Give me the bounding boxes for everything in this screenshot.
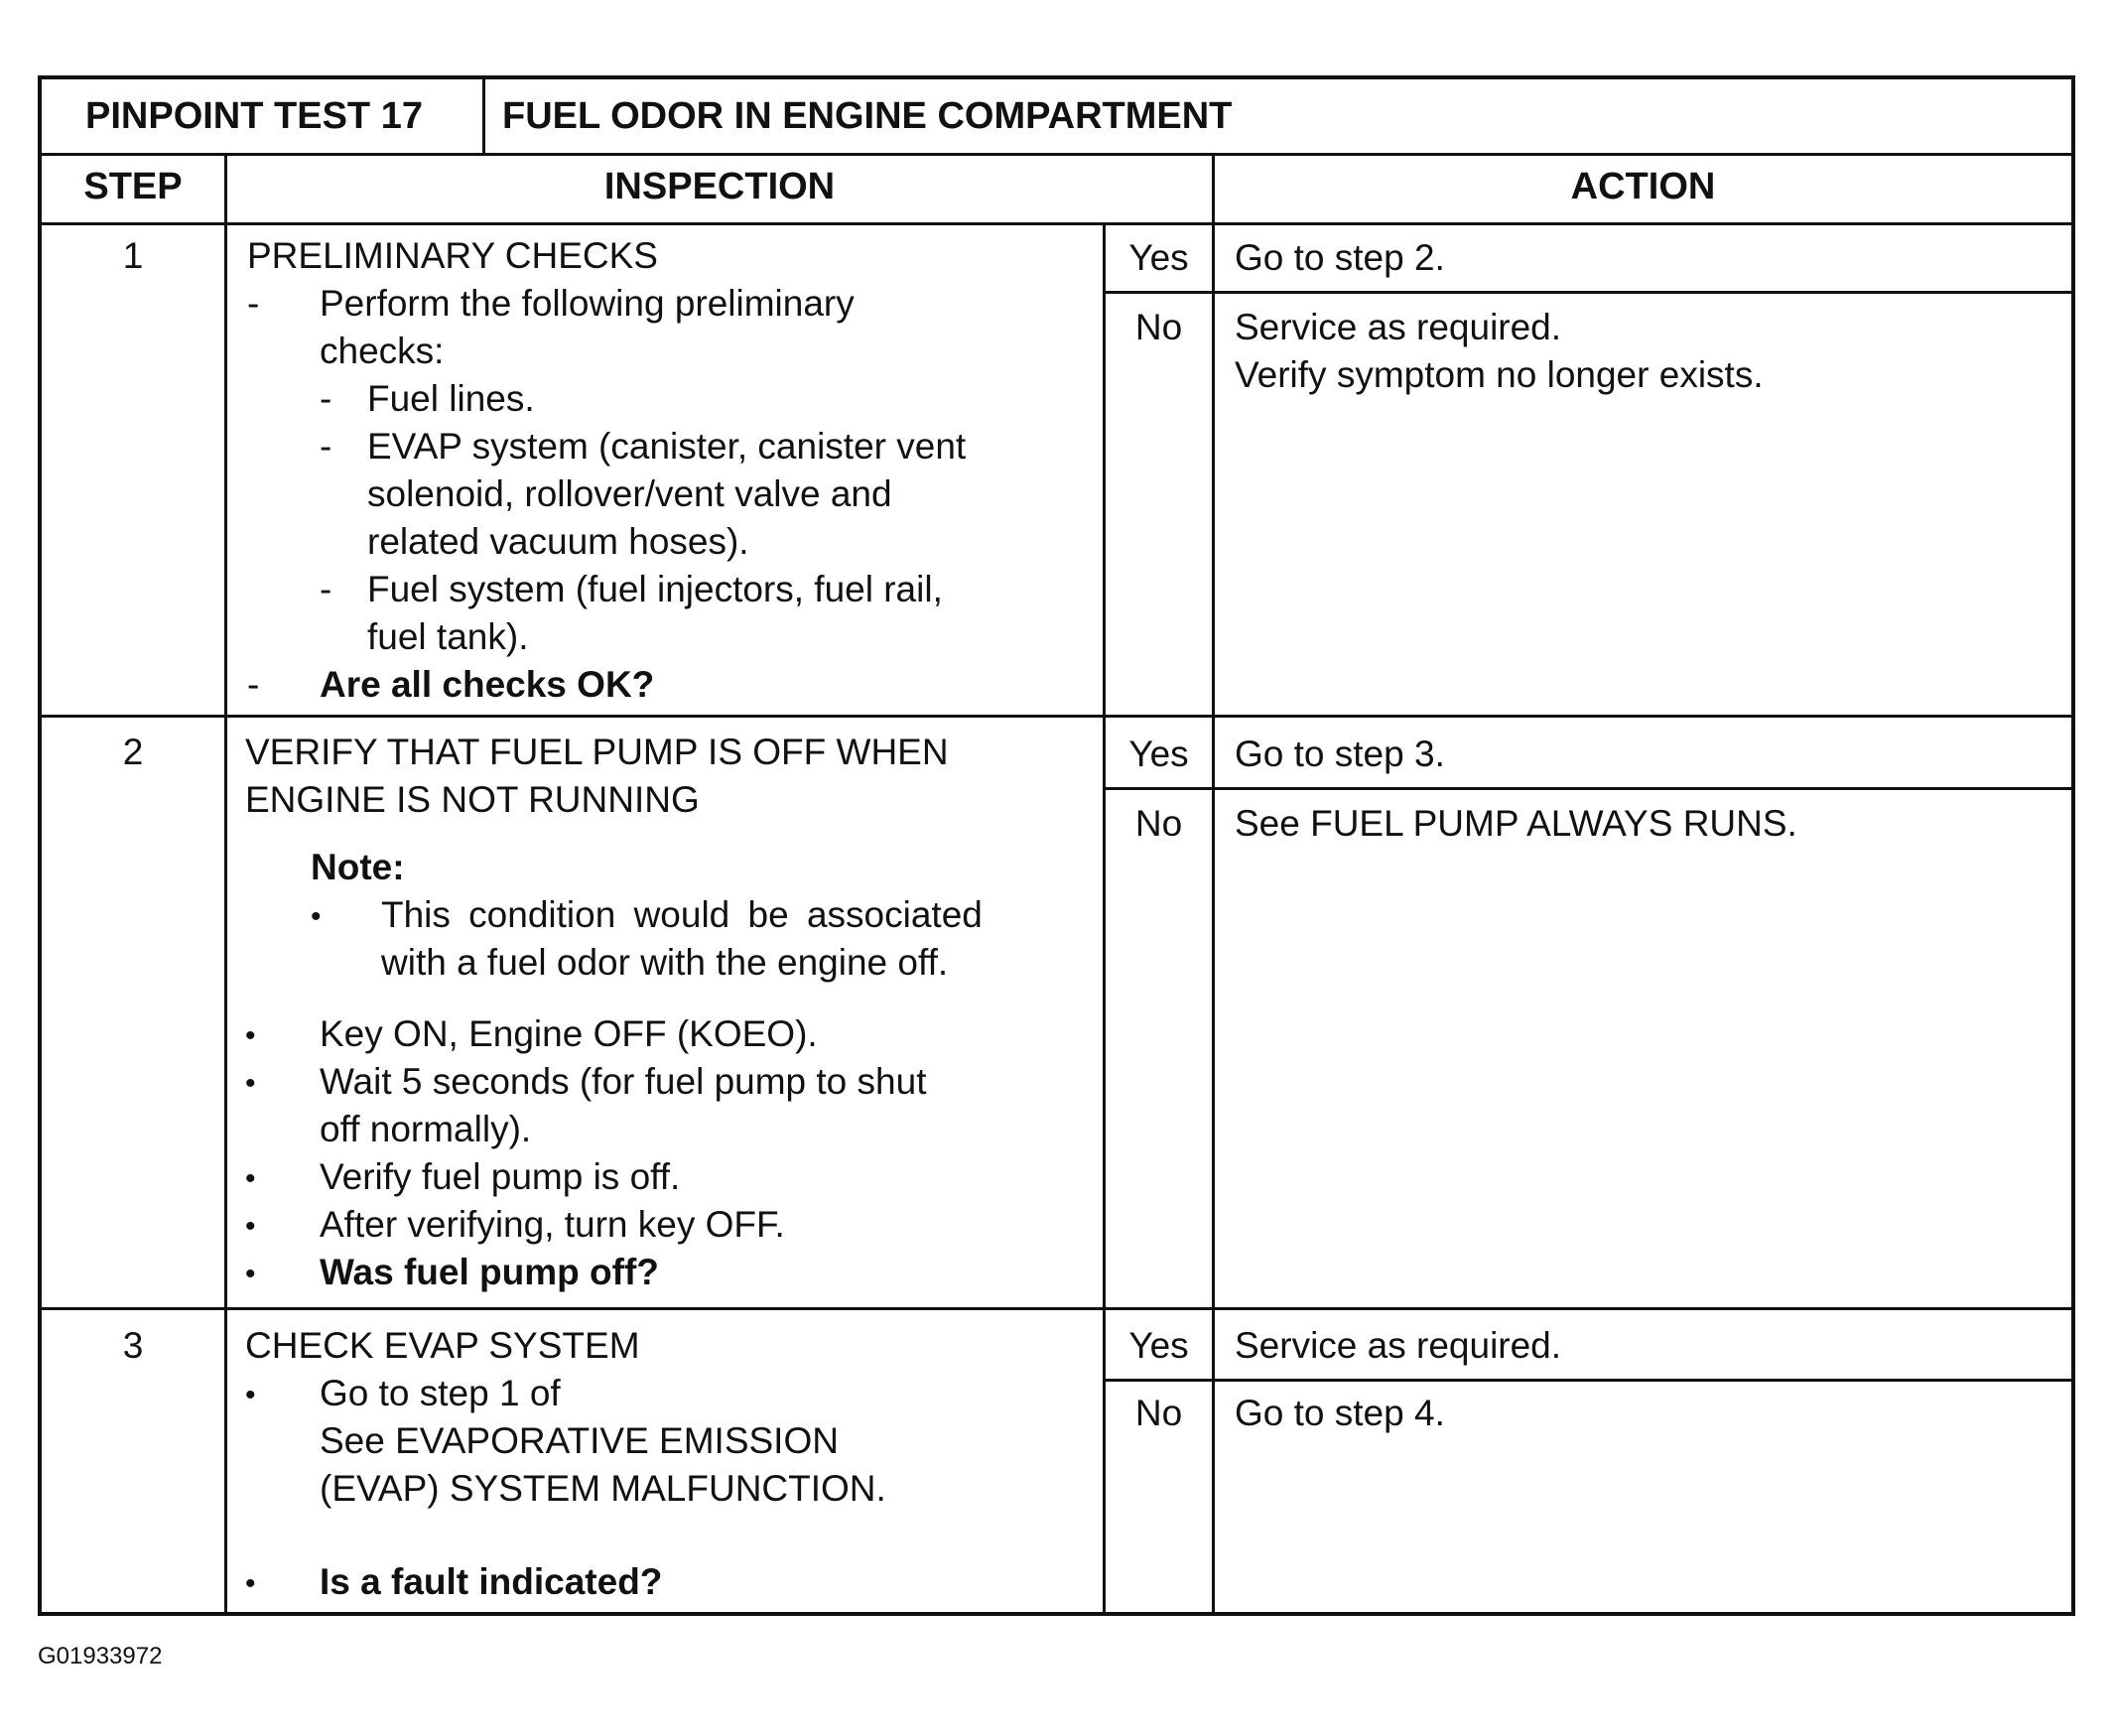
yes-action: Go to step 3. [1235,734,1445,774]
action-column-divider [1212,153,1215,1616]
header-divider [42,153,2071,156]
no-action: Verify symptom no longer exists. [1235,354,1764,395]
dot-bullet: • [311,900,322,933]
inspection-line: (EVAP) SYSTEM MALFUNCTION. [320,1468,886,1509]
action-column-header: ACTION [1570,166,1716,207]
no-label: No [1134,803,1183,844]
dot-bullet: • [245,1019,256,1052]
step-column-header: STEP [83,166,183,207]
step1-divider [42,715,2071,718]
inspection-line: Wait 5 seconds (for fuel pump to shut [320,1061,927,1102]
figure-code: G01933972 [38,1643,163,1669]
test-title: FUEL ODOR IN ENGINE COMPARTMENT [502,95,1233,137]
inspection-line: Key ON, Engine OFF (KOEO). [320,1013,818,1054]
inspection-line: off normally). [320,1109,532,1149]
dot-bullet: • [245,1567,256,1600]
step-column-divider [224,153,227,1616]
inspection-line: Go to step 1 of [320,1373,561,1413]
step-number: 1 [122,235,144,276]
step2-yes-no-divider [1103,787,2071,790]
yes-action: Go to step 2. [1235,237,1445,278]
dot-bullet: • [245,1067,256,1100]
yes-label: Yes [1128,734,1189,774]
inspection-line: checks: [320,331,445,371]
inspection-question: Are all checks OK? [320,664,655,705]
no-action: Go to step 4. [1235,1393,1445,1433]
dash-bullet: - [320,426,332,467]
step-number: 3 [122,1325,144,1366]
step-number: 2 [122,732,144,772]
inspection-line: See EVAPORATIVE EMISSION [320,1420,839,1461]
no-label: No [1134,307,1183,347]
step-title: ENGINE IS NOT RUNNING [245,779,700,820]
yes-label: Yes [1128,237,1189,278]
step2-divider [42,1307,2071,1310]
note-line: with a fuel odor with the engine off. [381,942,949,983]
yes-action: Service as required. [1235,1325,1562,1366]
inspection-question: Was fuel pump off? [320,1252,659,1292]
no-action: Service as required. [1235,307,1562,347]
inspection-line: Verify fuel pump is off. [320,1156,681,1197]
inspection-column-header: INSPECTION [603,166,836,207]
note-label: Note: [311,847,405,887]
step3-yes-no-divider [1103,1379,2071,1382]
dash-bullet: - [247,283,260,324]
inspection-question: Is a fault indicated? [320,1561,663,1602]
step-title: CHECK EVAP SYSTEM [245,1325,640,1366]
step1-yes-no-divider [1103,291,2071,294]
dot-bullet: • [245,1258,256,1290]
yes-label: Yes [1128,1325,1189,1366]
step-title: PRELIMINARY CHECKS [247,235,658,276]
dot-bullet: • [245,1379,256,1411]
inspection-line: related vacuum hoses). [367,521,749,562]
inspection-line: fuel tank). [367,616,529,657]
dot-bullet: • [245,1210,256,1243]
inspection-line: solenoid, rollover/vent valve and [367,473,892,514]
test-label: PINPOINT TEST 17 [85,95,423,137]
dash-bullet: - [247,664,260,705]
dash-bullet: - [320,378,332,419]
note-line: This condition would be associated [381,894,983,935]
inspection-line: Fuel lines. [367,378,535,419]
inspection-line: EVAP system (canister, canister vent [367,426,967,467]
inspection-line: After verifying, turn key OFF. [320,1204,785,1245]
dot-bullet: • [245,1162,256,1195]
inspection-line: Fuel system (fuel injectors, fuel rail, [367,569,943,609]
inspection-line: Perform the following preliminary [320,283,855,324]
no-action: See FUEL PUMP ALWAYS RUNS. [1235,803,1797,844]
column-header-divider [42,222,2071,225]
no-label: No [1134,1393,1183,1433]
pinpoint-test-table [38,75,2075,1616]
dash-bullet: - [320,569,332,609]
title-divider [482,79,485,153]
step-title: VERIFY THAT FUEL PUMP IS OFF WHEN [245,732,949,772]
